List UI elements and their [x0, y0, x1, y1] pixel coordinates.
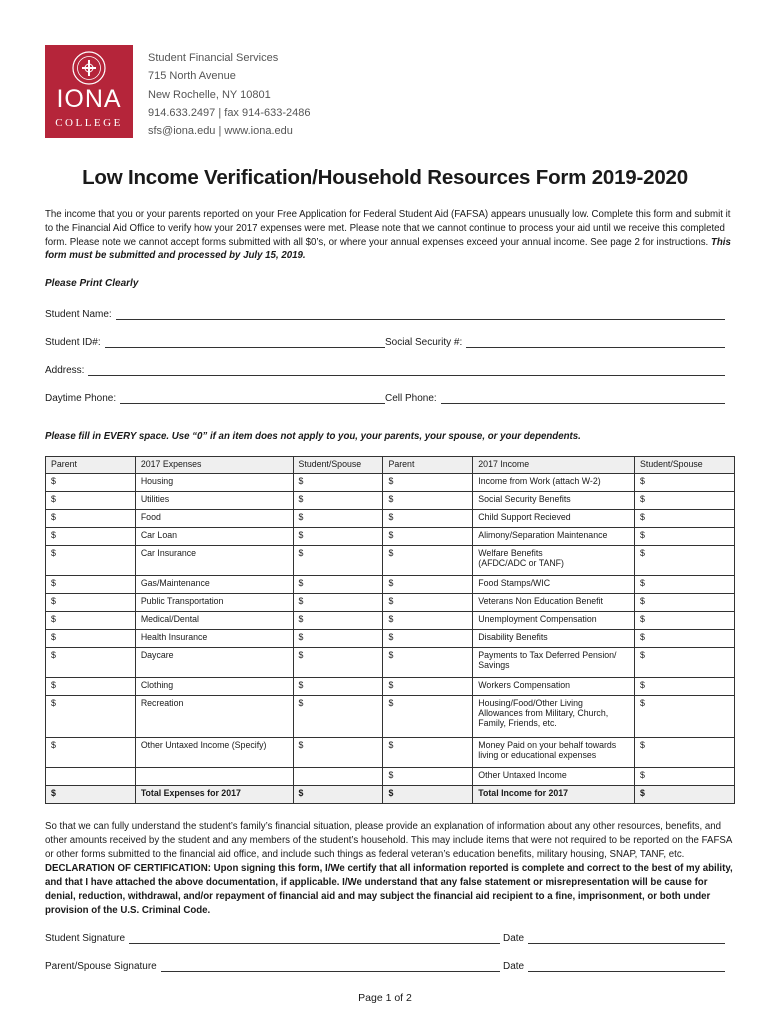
print-clearly-note: Please Print Clearly — [45, 278, 139, 289]
parent-expense-cell[interactable]: $ — [46, 492, 136, 510]
expense-label-cell: Food — [135, 510, 293, 528]
student-income-cell[interactable]: $ — [635, 648, 735, 678]
parent-date-field[interactable] — [503, 958, 725, 972]
logo-wordmark-college: COLLEGE — [55, 117, 123, 129]
student-expense-cell[interactable]: $ — [293, 630, 383, 648]
student-signature-field[interactable] — [45, 930, 500, 944]
income-label-cell: Disability Benefits — [473, 630, 635, 648]
parent-date-line[interactable] — [528, 962, 725, 972]
iona-college-logo — [45, 45, 133, 138]
column-header: 2017 Expenses — [135, 457, 293, 474]
student-signature-line[interactable] — [129, 934, 500, 944]
student-expense-cell[interactable]: $ — [293, 786, 383, 804]
table-row — [46, 678, 735, 696]
student-income-cell[interactable]: $ — [635, 768, 735, 786]
address-line: 914.633.2497 | fax 914-633-2486 — [148, 106, 311, 119]
parent-expense-cell[interactable]: $ — [46, 546, 136, 576]
parent-income-cell[interactable]: $ — [383, 474, 473, 492]
parent-signature-field[interactable] — [45, 958, 500, 972]
parent-expense-cell[interactable]: $ — [46, 786, 136, 804]
parent-expense-cell[interactable]: $ — [46, 594, 136, 612]
student-expense-cell[interactable]: $ — [293, 474, 383, 492]
student-income-cell[interactable]: $ — [635, 528, 735, 546]
income-label-cell: Child Support Recieved — [473, 510, 635, 528]
income-label-cell: Money Paid on your behalf towards living or educational expenses — [473, 738, 635, 768]
student-expense-cell[interactable]: $ — [293, 510, 383, 528]
student-income-cell[interactable]: $ — [635, 492, 735, 510]
parent-expense-cell[interactable]: $ — [46, 474, 136, 492]
certification-text: DECLARATION OF CERTIFICATION: Upon signing this form, I/We certify that all information reported is complete and correct to the best of my ability, and that I have attached the above documentation, if applicable. I/We understand that any false statement or misrepresentation will be cause for denial, reduction, withdrawal, and/or repayment of financial aid and may subject the financial aid recipient to a fine, imprisonment, or both under provision of the U.S. Criminal Code. — [45, 863, 733, 916]
income-label-cell: Veterans Non Education Benefit — [473, 594, 635, 612]
cell-phone-field[interactable] — [385, 390, 725, 404]
fill-every-space-note: Please fill in EVERY space. Use “0” if an item does not apply to you, your parents, your spouse, or your dependents. — [45, 431, 581, 442]
expense-label-cell: Daycare — [135, 648, 293, 678]
student-expense-cell[interactable]: $ — [293, 576, 383, 594]
parent-expense-cell[interactable]: $ — [46, 528, 136, 546]
parent-income-cell[interactable]: $ — [383, 492, 473, 510]
student-income-cell[interactable]: $ — [635, 594, 735, 612]
expense-label-cell: Public Transportation — [135, 594, 293, 612]
form-title: Low Income Verification/Household Resources Form 2019-2020 — [82, 166, 688, 189]
cell-phone-label: Cell Phone: — [385, 393, 437, 404]
income-label-cell: Food Stamps/WIC — [473, 576, 635, 594]
student-date-line[interactable] — [528, 934, 725, 944]
parent-income-cell[interactable]: $ — [383, 630, 473, 648]
page-number: Page 1 of 2 — [358, 992, 412, 1004]
explanation-text: So that we can fully understand the student’s family’s financial situation, please provide an explanation of information about any other resources, benefits, and other amounts received by the student and any members of the student’s household. This may include items that were not required to be reported on the FAFSA or other forms submitted to the financial aid office, and include such things as federal veteran’s education benefits, military housing, SNAP, TANF, etc. — [45, 821, 732, 860]
expense-label-cell: Gas/Maintenance — [135, 576, 293, 594]
cell-phone-line[interactable] — [441, 394, 725, 404]
income-label-cell: Social Security Benefits — [473, 492, 635, 510]
expense-label-cell: Recreation — [135, 696, 293, 738]
parent-signature-line[interactable] — [161, 962, 500, 972]
table-header-row — [46, 457, 735, 474]
student-expense-cell[interactable]: $ — [293, 678, 383, 696]
address-line: 715 North Avenue — [148, 70, 236, 83]
parent-income-cell[interactable]: $ — [383, 648, 473, 678]
deadline-note: This form must be submitted and processed by July 15, 2019. — [45, 236, 731, 262]
date-label: Date — [503, 933, 525, 944]
logo-wordmark-iona: IONA — [56, 85, 122, 113]
table-row — [46, 696, 735, 738]
student-income-cell[interactable]: $ — [635, 474, 735, 492]
income-label-cell: Other Untaxed Income — [473, 768, 635, 786]
column-header: Parent — [383, 457, 473, 474]
table-row — [46, 738, 735, 768]
table-row — [46, 612, 735, 630]
parent-income-cell[interactable]: $ — [383, 612, 473, 630]
address-line: Student Financial Services — [148, 52, 279, 64]
column-header: Parent — [46, 457, 136, 474]
table-row — [46, 768, 735, 786]
parent-income-cell[interactable]: $ — [383, 738, 473, 768]
student-expense-cell[interactable]: $ — [293, 612, 383, 630]
student-income-cell[interactable]: $ — [635, 738, 735, 768]
expense-label-cell: Health Insurance — [135, 630, 293, 648]
income-label-cell: Unemployment Compensation — [473, 612, 635, 630]
table-row — [46, 576, 735, 594]
student-income-cell[interactable]: $ — [635, 546, 735, 576]
income-label-cell: Alimony/Separation Maintenance — [473, 528, 635, 546]
parent-income-cell[interactable]: $ — [383, 528, 473, 546]
student-id-line[interactable] — [105, 338, 385, 348]
parent-expense-cell[interactable] — [46, 768, 136, 786]
student-income-cell[interactable]: $ — [635, 612, 735, 630]
table-row — [46, 630, 735, 648]
table-row — [46, 546, 735, 576]
income-label-cell: Payments to Tax Deferred Pension/ Savings — [473, 648, 635, 678]
table-row — [46, 510, 735, 528]
parent-income-cell[interactable]: $ — [383, 510, 473, 528]
intro-paragraph — [45, 208, 735, 263]
parent-income-cell[interactable]: $ — [383, 546, 473, 576]
expense-label-cell: Clothing — [135, 678, 293, 696]
student-expense-cell[interactable]: $ — [293, 594, 383, 612]
parent-expense-cell[interactable]: $ — [46, 678, 136, 696]
expense-label-cell: Utilities — [135, 492, 293, 510]
address-line: New Rochelle, NY 10801 — [148, 88, 271, 101]
student-id-label: Student ID#: — [45, 337, 101, 348]
table-row — [46, 528, 735, 546]
expense-label-cell: Car Loan — [135, 528, 293, 546]
daytime-phone-label: Daytime Phone: — [45, 393, 117, 404]
parent-expense-cell[interactable]: $ — [46, 576, 136, 594]
student-expense-cell[interactable]: $ — [293, 648, 383, 678]
parent-expense-cell[interactable]: $ — [46, 648, 136, 678]
total-row — [46, 786, 735, 804]
student-expense-cell[interactable]: $ — [293, 738, 383, 768]
student-expense-cell[interactable]: $ — [293, 528, 383, 546]
ssn-line[interactable] — [466, 338, 725, 348]
expense-label-cell: Housing — [135, 474, 293, 492]
ssn-label: Social Security #: — [385, 337, 463, 348]
expenses-income-table — [45, 456, 735, 804]
expense-label-cell: Other Untaxed Income (Specify) — [135, 738, 293, 768]
student-expense-cell[interactable]: $ — [293, 546, 383, 576]
student-id-field[interactable] — [45, 334, 385, 348]
parent-income-cell[interactable]: $ — [383, 576, 473, 594]
column-header: 2017 Income — [473, 457, 635, 474]
expense-label-cell: Medical/Dental — [135, 612, 293, 630]
student-name-line[interactable] — [116, 310, 725, 320]
ssn-field[interactable] — [385, 334, 725, 348]
table-row — [46, 594, 735, 612]
parent-income-cell[interactable]: $ — [383, 594, 473, 612]
expense-label-cell: Total Expenses for 2017 — [135, 786, 293, 804]
student-signature-label: Student Signature — [45, 933, 126, 944]
student-income-cell[interactable]: $ — [635, 696, 735, 738]
address-label: Address: — [45, 365, 85, 376]
student-income-cell[interactable]: $ — [635, 510, 735, 528]
parent-signature-label: Parent/Spouse Signature — [45, 961, 157, 972]
student-date-field[interactable] — [503, 930, 725, 944]
address-line: sfs@iona.edu | www.iona.edu — [148, 125, 293, 138]
parent-income-cell[interactable]: $ — [383, 678, 473, 696]
parent-income-cell[interactable]: $ — [383, 768, 473, 786]
parent-income-cell[interactable]: $ — [383, 696, 473, 738]
parent-expense-cell[interactable]: $ — [46, 696, 136, 738]
income-label-cell: Housing/Food/Other Living Allowances from Military, Church, Family, Friends, etc. — [473, 696, 635, 738]
student-expense-cell[interactable]: $ — [293, 696, 383, 738]
daytime-phone-line[interactable] — [120, 394, 385, 404]
column-header: Student/Spouse — [635, 457, 735, 474]
income-label-cell: Welfare Benefits (AFDC/ADC or TANF) — [473, 546, 635, 576]
student-income-cell[interactable]: $ — [635, 678, 735, 696]
parent-expense-cell[interactable]: $ — [46, 612, 136, 630]
student-expense-cell[interactable] — [293, 768, 383, 786]
student-income-cell[interactable]: $ — [635, 576, 735, 594]
table-row — [46, 474, 735, 492]
office-address-block — [148, 49, 311, 140]
parent-expense-cell[interactable]: $ — [46, 630, 136, 648]
expense-label-cell — [135, 768, 293, 786]
intro-text: The income that you or your parents reported on your Free Application for Federal Student Aid (FAFSA) appears unusually low. Complete this form and submit it to the Financial Aid Office to verify how your 2017 expenses were met. Please note that we cannot continue to process your aid until we receive this completed form. Please note we cannot accept forms submitted with all $0’s, or where your annual expenses exceed your annual income. See page 2 for instructions. — [45, 209, 731, 248]
table-row — [46, 648, 735, 678]
expense-label-cell: Car Insurance — [135, 546, 293, 576]
address-field[interactable] — [45, 362, 725, 376]
daytime-phone-field[interactable] — [45, 390, 385, 404]
parent-expense-cell[interactable]: $ — [46, 738, 136, 768]
student-name-label: Student Name: — [45, 309, 112, 320]
income-label-cell: Total Income for 2017 — [473, 786, 635, 804]
column-header: Student/Spouse — [293, 457, 383, 474]
student-expense-cell[interactable]: $ — [293, 492, 383, 510]
parent-expense-cell[interactable]: $ — [46, 510, 136, 528]
student-income-cell[interactable]: $ — [635, 630, 735, 648]
table-row — [46, 492, 735, 510]
student-income-cell[interactable]: $ — [635, 786, 735, 804]
income-label-cell: Income from Work (attach W-2) — [473, 474, 635, 492]
income-label-cell: Workers Compensation — [473, 678, 635, 696]
student-name-field[interactable] — [45, 306, 725, 320]
explanation-paragraph — [45, 820, 735, 918]
parent-income-cell[interactable]: $ — [383, 786, 473, 804]
address-line[interactable] — [88, 366, 725, 376]
date-label: Date — [503, 961, 525, 972]
college-seal-icon — [72, 51, 106, 85]
